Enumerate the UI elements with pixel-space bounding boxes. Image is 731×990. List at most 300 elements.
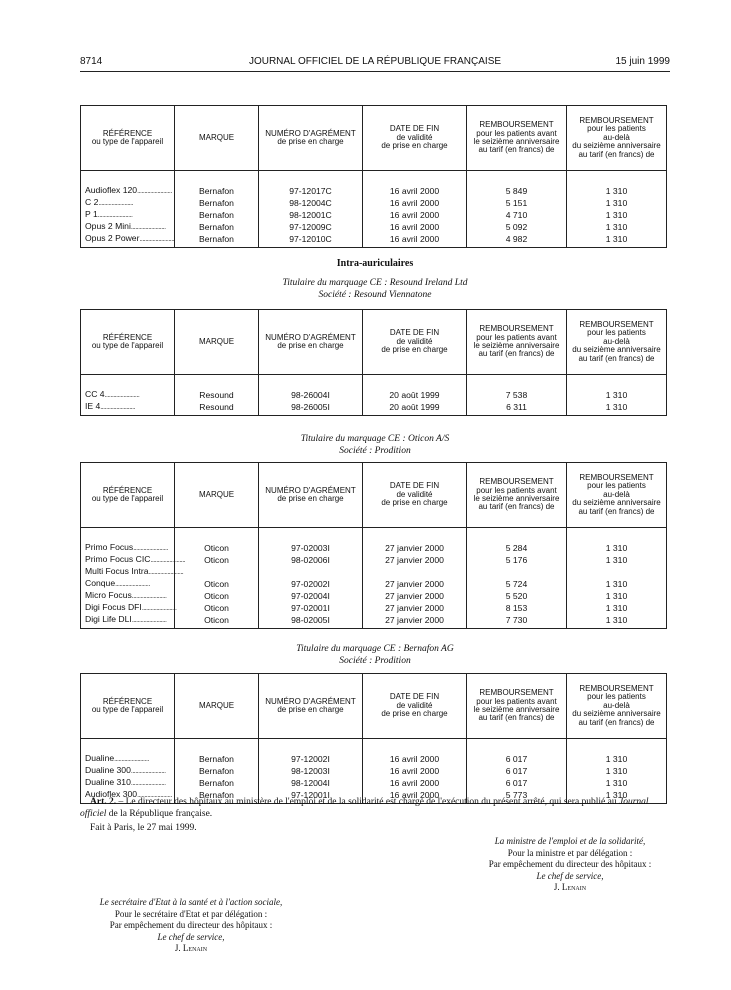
- header-row: [81, 674, 667, 739]
- date-cell: [363, 566, 467, 578]
- spacer-cell: [259, 375, 363, 390]
- col-remb-avant-label-line: pour les patients avant: [476, 128, 557, 138]
- dot-leader: ........................: [141, 605, 177, 612]
- marque-cell: Bernafon: [175, 765, 259, 777]
- marque-cell: Bernafon: [175, 233, 259, 248]
- col-reference-header: [81, 463, 175, 528]
- remb-avant-cell: 6 017: [467, 753, 567, 765]
- spacer-row: [81, 528, 667, 543]
- remb-avant-cell: 5 724: [467, 578, 567, 590]
- col-remb-apres-label-line: du seizième anniversaire: [572, 498, 661, 508]
- table-bernafon-devices: [80, 673, 667, 804]
- dot-leader: ........................: [139, 236, 175, 243]
- spacer-row: [81, 739, 667, 754]
- numero-cell: 97-02004I: [259, 590, 363, 602]
- remb-avant-cell: 4 710: [467, 209, 567, 221]
- col-date-fin-label-line: de validité: [396, 132, 433, 142]
- table-row: [81, 590, 667, 602]
- signatory-title: La ministre de l'emploi et de la solidarité,: [494, 836, 646, 846]
- table-row: [81, 578, 667, 590]
- spacer-cell: [175, 171, 259, 186]
- col-remb-apres-label-line: REMBOURSEMENT: [579, 684, 654, 694]
- col-remb-apres-label-line: au-delà: [603, 700, 630, 710]
- spacer-cell: [467, 171, 567, 186]
- section-title: Intra-auriculaires: [336, 258, 414, 269]
- col-numero-label-line: NUMÉRO D'AGRÉMENT: [265, 696, 356, 706]
- col-date-fin-header: [363, 106, 467, 171]
- col-remb-apres-label-line: pour les patients: [587, 481, 646, 491]
- col-date-fin-label-line: DATE DE FIN: [389, 692, 440, 702]
- col-remb-avant-label-line: pour les patients avant: [476, 332, 557, 342]
- remb-apres-cell: 1 310: [567, 590, 667, 602]
- col-remb-avant-label-line: REMBOURSEMENT: [479, 477, 554, 487]
- col-remb-apres-label-line: REMBOURSEMENT: [579, 473, 654, 483]
- ref-cell: Micro Focus........................: [81, 590, 175, 602]
- table-resound-devices: [80, 309, 667, 416]
- col-reference-label-line: ou type de l'appareil: [91, 705, 164, 714]
- col-date-fin-label-line: de validité: [396, 700, 433, 710]
- table-row: [81, 554, 667, 566]
- ref-cell: Opus 2 Power........................: [81, 233, 175, 248]
- remb-apres-cell: 1 310: [567, 614, 667, 629]
- remb-avant-cell: 6 017: [467, 765, 567, 777]
- table-row: [81, 753, 667, 765]
- table-row: [81, 389, 667, 401]
- col-reference-label-line: RÉFÉRENCE: [102, 128, 153, 138]
- ref-cell: Dualine........................: [81, 753, 175, 765]
- header-row: [81, 310, 667, 375]
- numero-cell: 98-12004C: [259, 197, 363, 209]
- ref-cell: P 1........................: [81, 209, 175, 221]
- signature-left: [76, 897, 306, 955]
- remb-avant-cell: 5 151: [467, 197, 567, 209]
- col-remb-avant-label-line: au tarif (en francs) de: [478, 502, 555, 512]
- ref-cell: Opus 2 Mini........................: [81, 221, 175, 233]
- col-remb-apres-label-line: au-delà: [603, 336, 630, 346]
- col-reference-label-line: ou type de l'appareil: [91, 341, 164, 350]
- remb-apres-cell: 1 310: [567, 777, 667, 789]
- holder-line: Titulaire du marquage CE : Bernafon AG: [296, 644, 454, 654]
- signatory-name: J. Lenain: [553, 882, 587, 892]
- date-cell: 16 avril 2000: [363, 233, 467, 248]
- col-remb-apres-label-line: pour les patients: [587, 692, 646, 702]
- table-row: [81, 233, 667, 248]
- company-line: Société : Resound Viennatone: [318, 290, 432, 300]
- article-2: [80, 796, 670, 820]
- col-remb-apres-header: [567, 106, 667, 171]
- marque-cell: Resound: [175, 389, 259, 401]
- col-remb-avant-label-line: le seizième anniversaire: [473, 494, 560, 503]
- marque-cell: Oticon: [175, 602, 259, 614]
- ref-cell: Audioflex 120........................: [81, 185, 175, 197]
- remb-apres-cell: 1 310: [567, 789, 667, 804]
- marque-cell: Bernafon: [175, 209, 259, 221]
- remb-avant-cell: 5 520: [467, 590, 567, 602]
- col-remb-avant-header: [467, 674, 567, 739]
- numero-cell: 98-12003I: [259, 765, 363, 777]
- spacer-cell: [567, 528, 667, 543]
- remb-apres-cell: 1 310: [567, 554, 667, 566]
- spacer-cell: [567, 739, 667, 754]
- col-numero-header: [259, 310, 363, 375]
- date-cell: 20 août 1999: [363, 389, 467, 401]
- date-cell: 20 août 1999: [363, 401, 467, 416]
- col-remb-apres-label-line: du seizième anniversaire: [572, 709, 661, 719]
- col-marque-header: [175, 310, 259, 375]
- numero-cell: 97-12017C: [259, 185, 363, 197]
- date-cell: 16 avril 2000: [363, 753, 467, 765]
- col-remb-avant-header: [467, 310, 567, 375]
- col-date-fin-label-line: de prise en charge: [381, 498, 448, 508]
- col-date-fin-header: [363, 674, 467, 739]
- date-cell: 16 avril 2000: [363, 789, 467, 804]
- dot-leader: ........................: [137, 188, 172, 195]
- spacer-cell: [81, 528, 175, 543]
- dot-leader: ........................: [150, 557, 186, 564]
- date-cell: 27 janvier 2000: [363, 614, 467, 629]
- col-marque-header: [175, 106, 259, 171]
- table-row: [81, 602, 667, 614]
- chef-service: Le chef de service,: [536, 870, 604, 881]
- holder-block-resound: [80, 277, 670, 301]
- date-cell: 27 janvier 2000: [363, 602, 467, 614]
- col-remb-avant-header: [467, 106, 567, 171]
- date-cell: 27 janvier 2000: [363, 542, 467, 554]
- col-reference-label-line: ou type de l'appareil: [91, 137, 164, 146]
- numero-cell: 97-12010C: [259, 233, 363, 248]
- numero-cell: 97-02002I: [259, 578, 363, 590]
- header-row: [81, 463, 667, 528]
- marque-cell: Oticon: [175, 542, 259, 554]
- col-numero-header: [259, 463, 363, 528]
- col-date-fin-label-line: de prise en charge: [381, 345, 448, 355]
- col-date-fin-label-line: DATE DE FIN: [389, 124, 440, 134]
- ref-cell: Digi Focus DFI........................: [81, 602, 175, 614]
- dot-leader: ........................: [114, 756, 149, 763]
- col-numero-label-line: de prise en charge: [277, 341, 344, 350]
- numero-cell: 97-12009C: [259, 221, 363, 233]
- spacer-row: [81, 375, 667, 390]
- col-remb-apres-label-line: au tarif (en francs) de: [578, 149, 655, 159]
- col-remb-avant-header: [467, 463, 567, 528]
- spacer-cell: [81, 375, 175, 390]
- date-cell: 27 janvier 2000: [363, 578, 467, 590]
- remb-apres-cell: 1 310: [567, 233, 667, 248]
- col-remb-apres-label-line: du seizième anniversaire: [572, 345, 661, 355]
- remb-avant-cell: 5 284: [467, 542, 567, 554]
- table-row: [81, 765, 667, 777]
- col-remb-apres-header: [567, 674, 667, 739]
- numero-cell: 98-12001C: [259, 209, 363, 221]
- col-reference-label-line: RÉFÉRENCE: [102, 332, 153, 342]
- col-remb-avant-label-line: au tarif (en francs) de: [478, 145, 555, 155]
- table-row: [81, 185, 667, 197]
- col-numero-label-line: de prise en charge: [277, 494, 344, 503]
- table-row: [81, 209, 667, 221]
- col-remb-apres-label-line: au tarif (en francs) de: [578, 506, 655, 516]
- col-remb-apres-label-line: pour les patients: [587, 124, 646, 134]
- spacer-cell: [567, 171, 667, 186]
- numero-cell: 97-02003I: [259, 542, 363, 554]
- dot-leader: ........................: [104, 392, 140, 399]
- fait-line: Fait à Paris, le 27 mai 1999.: [90, 823, 197, 833]
- spacer-cell: [467, 375, 567, 390]
- col-numero-label-line: NUMÉRO D'AGRÉMENT: [265, 332, 356, 342]
- signatory-name: J. Lenain: [174, 943, 208, 953]
- col-numero-header: [259, 106, 363, 171]
- marque-cell: Bernafon: [175, 753, 259, 765]
- table-row: [81, 221, 667, 233]
- date-cell: 16 avril 2000: [363, 197, 467, 209]
- dot-leader: ........................: [131, 617, 167, 624]
- spacer-cell: [259, 739, 363, 754]
- remb-avant-cell: [467, 566, 567, 578]
- col-remb-avant-label-line: le seizième anniversaire: [473, 137, 560, 146]
- ref-cell: Audioflex 300........................: [81, 789, 175, 804]
- col-numero-label-line: de prise en charge: [277, 705, 344, 714]
- spacer-cell: [81, 739, 175, 754]
- marque-cell: Oticon: [175, 578, 259, 590]
- journal-title: JOURNAL OFFICIEL DE LA RÉPUBLIQUE FRANÇAISE: [248, 56, 502, 67]
- numero-cell: 97-12002I: [259, 753, 363, 765]
- date-cell: 27 janvier 2000: [363, 554, 467, 566]
- col-date-fin-label-line: de validité: [396, 489, 433, 499]
- numero-cell: 98-02005I: [259, 614, 363, 629]
- spacer-cell: [363, 739, 467, 754]
- table-row: [81, 614, 667, 629]
- holder-block-oticon: [80, 433, 670, 457]
- empechement-line: Par empêchement du directeur des hôpitaux :: [488, 859, 652, 869]
- company-line: Société : Prodition: [339, 446, 411, 456]
- remb-apres-cell: 1 310: [567, 221, 667, 233]
- col-remb-avant-label-line: au tarif (en francs) de: [478, 713, 555, 723]
- table-contour-devices: [80, 105, 667, 248]
- col-remb-apres-label-line: au-delà: [603, 489, 630, 499]
- ref-cell: CC 4........................: [81, 389, 175, 401]
- col-remb-apres-label-line: pour les patients: [587, 328, 646, 338]
- marque-cell: Oticon: [175, 590, 259, 602]
- date-cell: 16 avril 2000: [363, 209, 467, 221]
- numero-cell: 98-02006I: [259, 554, 363, 566]
- col-remb-apres-label-line: REMBOURSEMENT: [579, 320, 654, 330]
- col-remb-avant-label-line: pour les patients avant: [476, 696, 557, 706]
- date-cell: 16 avril 2000: [363, 765, 467, 777]
- ref-cell: Primo Focus CIC........................: [81, 554, 175, 566]
- table-row: [81, 401, 667, 416]
- table-row: [81, 777, 667, 789]
- remb-apres-cell: [567, 566, 667, 578]
- remb-avant-cell: 5 849: [467, 185, 567, 197]
- col-marque-header: [175, 674, 259, 739]
- table-row: [81, 566, 667, 578]
- col-remb-avant-label-line: REMBOURSEMENT: [479, 324, 554, 334]
- delegation-line: Pour le secrétaire d'Etat et par délégation :: [114, 908, 268, 919]
- spacer-cell: [467, 528, 567, 543]
- col-date-fin-label-line: de validité: [396, 336, 433, 346]
- page-header: [80, 56, 670, 70]
- dot-leader: ........................: [130, 224, 166, 231]
- marque-cell: Oticon: [175, 554, 259, 566]
- empechement-line: Par empêchement du directeur des hôpitaux :: [109, 920, 273, 930]
- marque-cell: Bernafon: [175, 789, 259, 804]
- col-remb-apres-label-line: du seizième anniversaire: [572, 141, 661, 151]
- col-remb-apres-label-line: au-delà: [603, 132, 630, 142]
- chef-service: Le chef de service,: [157, 931, 225, 942]
- holder-line: Titulaire du marquage CE : Oticon A/S: [300, 434, 450, 444]
- spacer-cell: [363, 171, 467, 186]
- marque-cell: Bernafon: [175, 185, 259, 197]
- col-remb-avant-label-line: REMBOURSEMENT: [479, 120, 554, 130]
- date-cell: 16 avril 2000: [363, 185, 467, 197]
- ref-cell: Digi Life DLI........................: [81, 614, 175, 629]
- spacer-cell: [175, 739, 259, 754]
- remb-apres-cell: 1 310: [567, 197, 667, 209]
- remb-avant-cell: 6 017: [467, 777, 567, 789]
- page-number: 8714: [80, 56, 103, 67]
- holder-line: Titulaire du marquage CE : Resound Ireland Ltd: [282, 278, 468, 288]
- col-reference-header: [81, 310, 175, 375]
- numero-cell: 98-12004I: [259, 777, 363, 789]
- remb-apres-cell: 1 310: [567, 753, 667, 765]
- spacer-cell: [363, 528, 467, 543]
- date-cell: 16 avril 2000: [363, 221, 467, 233]
- dot-leader: ........................: [115, 581, 150, 588]
- marque-cell: Bernafon: [175, 777, 259, 789]
- col-numero-label-line: de prise en charge: [277, 137, 344, 146]
- marque-cell: Bernafon: [175, 221, 259, 233]
- date-cell: 27 janvier 2000: [363, 590, 467, 602]
- col-numero-label-line: NUMÉRO D'AGRÉMENT: [265, 485, 356, 495]
- remb-apres-cell: 1 310: [567, 209, 667, 221]
- marque-cell: Oticon: [175, 614, 259, 629]
- marque-cell: [175, 566, 259, 578]
- ref-cell: IE 4........................: [81, 401, 175, 416]
- delegation-line: Pour la ministre et par délégation :: [507, 847, 633, 858]
- col-marque-label-line: MARQUE: [198, 700, 235, 710]
- signatory-title: Le secrétaire d'Etat à la santé et à l'action sociale,: [99, 897, 283, 907]
- ref-cell: Dualine 310........................: [81, 777, 175, 789]
- spacer-cell: [467, 739, 567, 754]
- spacer-cell: [175, 528, 259, 543]
- spacer-cell: [81, 171, 175, 186]
- col-marque-label-line: MARQUE: [198, 489, 235, 499]
- marque-cell: Bernafon: [175, 197, 259, 209]
- remb-avant-cell: 4 982: [467, 233, 567, 248]
- spacer-cell: [363, 375, 467, 390]
- remb-avant-cell: 7 730: [467, 614, 567, 629]
- col-reference-header: [81, 106, 175, 171]
- remb-apres-cell: 1 310: [567, 542, 667, 554]
- ref-cell: Conque........................: [81, 578, 175, 590]
- col-remb-apres-label-line: au tarif (en francs) de: [578, 353, 655, 363]
- header-row: [81, 106, 667, 171]
- dot-leader: ........................: [98, 200, 134, 207]
- dot-leader: ........................: [148, 569, 184, 576]
- date-cell: 16 avril 2000: [363, 777, 467, 789]
- table-oticon-devices: [80, 462, 667, 629]
- dot-leader: ........................: [97, 212, 133, 219]
- col-remb-avant-label-line: le seizième anniversaire: [473, 705, 560, 714]
- dot-leader: ........................: [130, 768, 166, 775]
- ref-cell: Primo Focus........................: [81, 542, 175, 554]
- remb-avant-cell: 8 153: [467, 602, 567, 614]
- spacer-row: [81, 171, 667, 186]
- spacer-cell: [259, 528, 363, 543]
- remb-apres-cell: 1 310: [567, 389, 667, 401]
- col-remb-apres-header: [567, 310, 667, 375]
- ref-cell: Multi Focus Intra........................: [81, 566, 175, 578]
- col-date-fin-label-line: DATE DE FIN: [389, 481, 440, 491]
- col-remb-avant-label-line: REMBOURSEMENT: [479, 688, 554, 698]
- holder-block-bernafon: [80, 643, 670, 667]
- col-date-fin-label-line: DATE DE FIN: [389, 328, 440, 338]
- dot-leader: ........................: [133, 545, 168, 552]
- article-label: Art. 2.: [90, 797, 117, 807]
- table-row: [81, 197, 667, 209]
- header-rule: [80, 71, 670, 72]
- numero-cell: [259, 566, 363, 578]
- remb-apres-cell: 1 310: [567, 401, 667, 416]
- ref-cell: C 2........................: [81, 197, 175, 209]
- col-remb-avant-label-line: au tarif (en francs) de: [478, 349, 555, 359]
- numero-cell: 98-26005I: [259, 401, 363, 416]
- col-reference-label-line: RÉFÉRENCE: [102, 696, 153, 706]
- remb-avant-cell: 5 092: [467, 221, 567, 233]
- numero-cell: 97-12001I: [259, 789, 363, 804]
- company-line: Société : Prodition: [339, 656, 411, 666]
- table-row: [81, 542, 667, 554]
- remb-apres-cell: 1 310: [567, 578, 667, 590]
- numero-cell: 97-02001I: [259, 602, 363, 614]
- col-numero-label-line: NUMÉRO D'AGRÉMENT: [265, 128, 356, 138]
- spacer-cell: [259, 171, 363, 186]
- remb-avant-cell: 5 773: [467, 789, 567, 804]
- journal-name: Journal officiel: [80, 797, 649, 819]
- remb-avant-cell: 7 538: [467, 389, 567, 401]
- spacer-cell: [175, 375, 259, 390]
- ref-cell: Dualine 300........................: [81, 765, 175, 777]
- remb-apres-cell: 1 310: [567, 185, 667, 197]
- dot-leader: ........................: [137, 792, 172, 799]
- spacer-cell: [567, 375, 667, 390]
- col-date-fin-header: [363, 463, 467, 528]
- remb-avant-cell: 5 176: [467, 554, 567, 566]
- col-remb-apres-label-line: au tarif (en francs) de: [578, 717, 655, 727]
- article-text-after: de la République française.: [106, 809, 213, 819]
- col-marque-header: [175, 463, 259, 528]
- dot-leader: ........................: [100, 404, 135, 411]
- col-marque-label-line: MARQUE: [198, 336, 235, 346]
- col-date-fin-label-line: de prise en charge: [381, 709, 448, 719]
- col-reference-header: [81, 674, 175, 739]
- col-date-fin-label-line: de prise en charge: [381, 141, 448, 151]
- col-remb-apres-header: [567, 463, 667, 528]
- dot-leader: ........................: [130, 780, 166, 787]
- col-remb-avant-label-line: le seizième anniversaire: [473, 341, 560, 350]
- dot-leader: ........................: [131, 593, 167, 600]
- col-remb-apres-label-line: REMBOURSEMENT: [579, 116, 654, 126]
- publication-date: 15 juin 1999: [615, 56, 670, 67]
- remb-avant-cell: 6 311: [467, 401, 567, 416]
- numero-cell: 98-26004I: [259, 389, 363, 401]
- col-date-fin-header: [363, 310, 467, 375]
- signature-right: [455, 836, 685, 894]
- col-marque-label-line: MARQUE: [198, 132, 235, 142]
- col-reference-label-line: RÉFÉRENCE: [102, 485, 153, 495]
- col-remb-avant-label-line: pour les patients avant: [476, 485, 557, 495]
- article-text-before: – Le directeur des hôpitaux au ministère de l'emploi et de la solidarité est chargé de l'exécution du présent arrêté, qui sera publié au: [116, 797, 619, 807]
- remb-apres-cell: 1 310: [567, 602, 667, 614]
